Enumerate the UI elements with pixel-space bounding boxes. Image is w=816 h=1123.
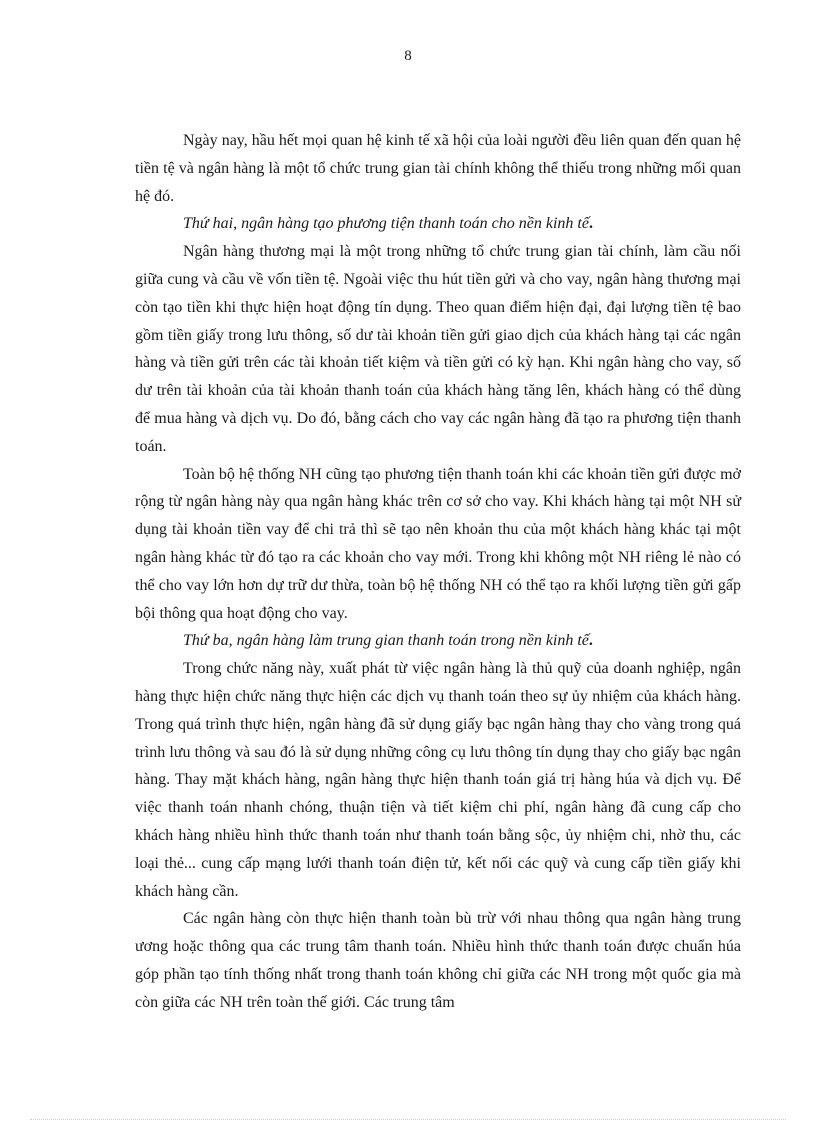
document-body — [135, 127, 741, 1017]
paragraph-5: Các ngân hàng còn thực hiện thanh toàn bù trừ với nhau thông qua ngân hàng trung ương hoặc thông qua các trung tâm thanh toán. Nhiều hình thức thanh toán được chuẩn húa góp phần tạo tính thống nhất trong thanh toán không chỉ giữa các NH trong một quốc gia mà còn giữa các NH trên toàn thế giới. Các trung tâm — [135, 910, 741, 1011]
section-heading-3: Thứ ba, ngân hàng làm trung gian thanh toán trong nền kinh tế. — [183, 632, 593, 650]
paragraph-2: Ngân hàng thương mại là một trong những tổ chức trung gian tài chính, làm cầu nối giữa cung và cầu về vốn tiền tệ. Ngoài việc thu hút tiền gửi và cho vay, ngân hàng thương mại còn tạo tiền khi thực hiện hoạt động tín dụng. Theo quan điểm hiện đại, đại lượng tiền tệ bao gồm tiền giấy trong lưu thông, số dư tài khoản tiền gửi giao dịch của khách hàng tại các ngân hàng và tiền gửi trên các tài khoản tiết kiệm và tiền gửi có kỳ hạn. Khi ngân hàng cho vay, số dư trên tài khoản của tài khoản thanh toán của khách hàng tăng lên, khách hàng có thể dùng để mua hàng và dịch vụ. Do đó, bằng cách cho vay các ngân hàng đã tạo ra phương tiện thanh toán. — [135, 243, 741, 455]
page-bottom-divider — [30, 1119, 786, 1120]
paragraph-3: Toàn bộ hệ thống NH cũng tạo phương tiện thanh toán khi các khoản tiền gửi được mở rộng từ ngân hàng này qua ngân hàng khác trên cơ sở cho vay. Khi khách hàng tại một NH sử dụng tài khoản tiền vay để chi trả thì sẽ tạo nên khoản thu của một khách hàng khác tại một ngân hàng khác từ đó tạo ra các khoản cho vay mới. Trong khi không một NH riêng lẻ nào có thể cho vay lớn hơn dự trữ dư thừa, toàn bộ hệ thống NH có thể tạo ra khối lượng tiền gửi gấp bội thông qua hoạt động cho vay. — [135, 465, 741, 622]
section-heading-2-text: Thứ hai, ngân hàng tạo phương tiện thanh toán cho nền kinh tế — [183, 215, 589, 233]
section-heading-2: Thứ hai, ngân hàng tạo phương tiện thanh toán cho nền kinh tế. — [183, 215, 593, 233]
paragraph-1: Ngày nay, hầu hết mọi quan hệ kinh tế xã hội của loài người đều liên quan đến quan hệ tiền tệ và ngân hàng là một tổ chức trung gian tài chính không thể thiếu trong những mối quan hệ đó. — [135, 132, 741, 205]
section-heading-3-text: Thứ ba, ngân hàng làm trung gian thanh toán trong nền kinh tế — [183, 632, 589, 650]
page-number: 8 — [404, 48, 412, 64]
paragraph-4: Trong chức năng này, xuất phát từ việc ngân hàng là thủ quỹ của doanh nghiệp, ngân hàng thực hiện chức năng thực hiện các dịch vụ thanh toán theo sự ủy nhiệm của khách hàng. Trong quá trình thực hiện, ngân hàng đã sử dụng giấy bạc ngân hàng thay cho vàng trong quá trình lưu thông và sau đó là sử dụng những công cụ lưu thông tín dụng thay cho giấy bạc ngân hàng. Thay mặt khách hàng, ngân hàng thực hiện thanh toán giá trị hàng húa và dịch vụ. Để việc thanh toán nhanh chóng, thuận tiện và tiết kiệm chi phí, ngân hàng đã cung cấp cho khách hàng nhiều hình thức thanh toán như thanh toán bằng sộc, ủy nhiệm chi, nhờ thu, các loại thẻ... cung cấp mạng lưới thanh toán điện tử, kết nối các quỹ và cung cấp tiền giấy khi khách hàng cần. — [135, 660, 741, 900]
